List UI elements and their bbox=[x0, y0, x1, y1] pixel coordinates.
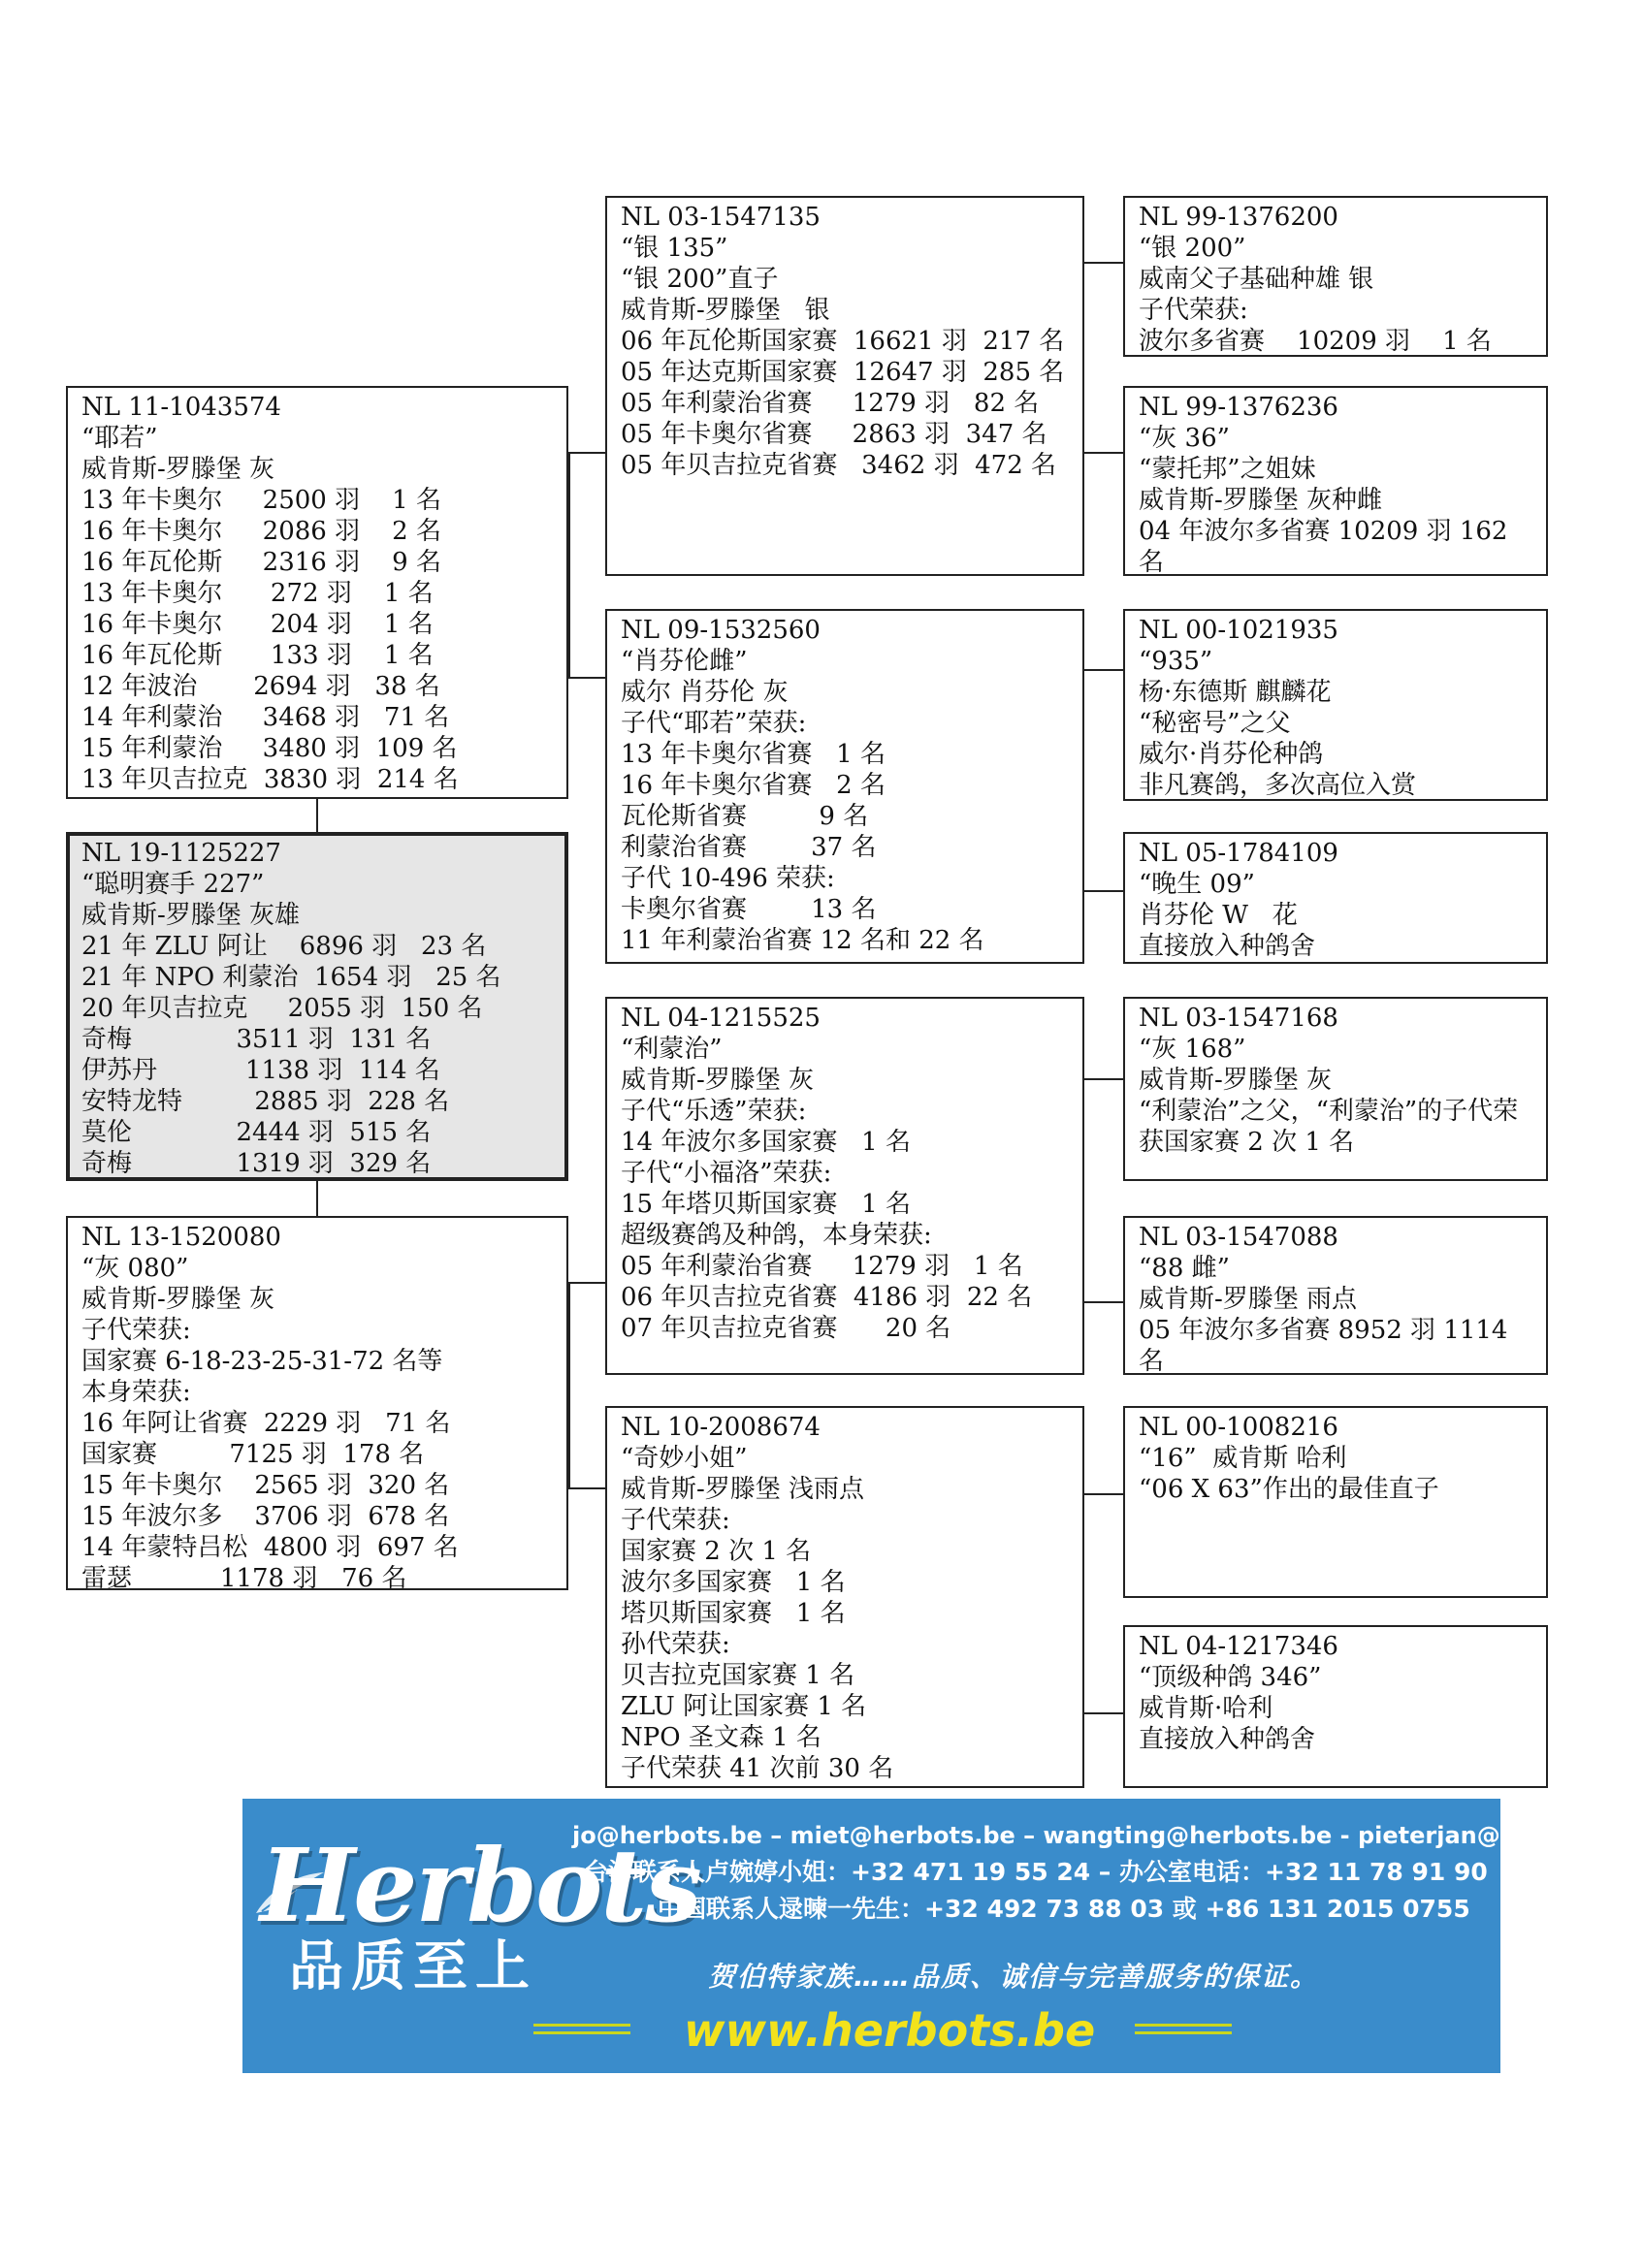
dam-dam-line: “奇妙小姐” bbox=[621, 1444, 748, 1473]
gg-line: 威南父子基础种雄 银 bbox=[1139, 265, 1374, 294]
subject-line: 伊苏丹 1138 羽 114 名 bbox=[81, 1056, 440, 1085]
dam-dam-line: 子代荣获: bbox=[621, 1506, 730, 1535]
dam-card bbox=[66, 1216, 568, 1593]
gg-line: NL 00-1021935 bbox=[1139, 616, 1338, 645]
sire-dam-line: 利蒙治省赛 37 名 bbox=[621, 833, 877, 862]
great-grandparent-card-6 bbox=[1123, 1216, 1548, 1375]
sire-sire-line: 威肯斯-罗滕堡 银 bbox=[621, 296, 830, 325]
dam-sire-line: 子代“乐透”荣获: bbox=[621, 1097, 807, 1126]
sire-line: 15 年利蒙治 3480 羽 109 名 bbox=[81, 734, 458, 763]
sire-sire-line: NL 03-1547135 bbox=[621, 203, 821, 232]
gg-line: NL 03-1547088 bbox=[1139, 1223, 1338, 1252]
gg-line: “秘密号”之父 bbox=[1139, 709, 1291, 738]
sire-line: 12 年波治 2694 羽 38 名 bbox=[81, 672, 440, 701]
connector-g1 bbox=[1084, 262, 1123, 264]
subject-line: 安特龙特 2885 羽 228 名 bbox=[81, 1087, 450, 1116]
dam-line: 威肯斯-罗滕堡 灰 bbox=[81, 1285, 275, 1314]
sire-line: 14 年利蒙治 3468 羽 71 名 bbox=[81, 703, 450, 732]
sire-line: 13 年卡奥尔 2500 羽 1 名 bbox=[81, 486, 441, 515]
connector-dam-branch bbox=[568, 1282, 570, 1487]
gg-line: 子代荣获: bbox=[1139, 296, 1248, 325]
dam-sire-line: “利蒙治” bbox=[621, 1035, 723, 1064]
dam-dam-line: NPO 圣文森 1 名 bbox=[621, 1723, 822, 1752]
dam-dam-line: ZLU 阿让国家赛 1 名 bbox=[621, 1692, 867, 1721]
dam-line: 15 年波尔多 3706 羽 678 名 bbox=[81, 1502, 450, 1531]
dam-dam-line: NL 10-2008674 bbox=[621, 1413, 821, 1442]
connector-subject-dam bbox=[316, 1181, 318, 1216]
sire-sire-line: 05 年卡奥尔省赛 2863 羽 347 名 bbox=[621, 420, 1047, 449]
dam-dam-line: 威肯斯-罗滕堡 浅雨点 bbox=[621, 1475, 865, 1504]
connector-dam-dam bbox=[568, 1487, 605, 1489]
gg-line: “88 雌” bbox=[1139, 1254, 1230, 1283]
taiwan-contact: 台湾联系人卢婉婷小姐：+32 471 19 55 24 – 办公室电话：+32 11 78 91 90 bbox=[584, 1858, 1488, 1886]
gg-line: “灰 36” bbox=[1139, 424, 1230, 453]
sire-sire-line: “银 135” bbox=[621, 234, 728, 263]
gg-line: “利蒙治”之父，“利蒙治”的子代荣获国家赛 2 次 1 名 bbox=[1139, 1097, 1519, 1157]
gg-line: 威肯斯-罗滕堡 灰种雌 bbox=[1139, 486, 1383, 515]
sire-line: 威肯斯-罗滕堡 灰 bbox=[81, 455, 275, 484]
gg-line: “灰 168” bbox=[1139, 1035, 1246, 1064]
gg-line: 威肯斯-罗滕堡 灰 bbox=[1139, 1066, 1333, 1095]
sire-line: NL 11-1043574 bbox=[81, 393, 281, 422]
connector-g6 bbox=[1084, 1301, 1123, 1303]
subject-card bbox=[66, 832, 568, 1181]
subject-line: 21 年 NPO 利蒙治 1654 羽 25 名 bbox=[81, 963, 501, 992]
dam-sire-line: 05 年利蒙治省赛 1279 羽 1 名 bbox=[621, 1252, 1023, 1281]
herbots-banner bbox=[242, 1799, 1643, 2073]
sire-sire-card bbox=[605, 196, 1084, 576]
dam-sire-line: 14 年波尔多国家赛 1 名 bbox=[621, 1128, 911, 1157]
dam-dam-line: 贝吉拉克国家赛 1 名 bbox=[621, 1661, 855, 1690]
sire-line: 13 年卡奥尔 272 羽 1 名 bbox=[81, 579, 434, 608]
dam-dam-line: 塔贝斯国家赛 1 名 bbox=[621, 1599, 846, 1628]
gg-line: 肖芬伦 W 花 bbox=[1139, 901, 1298, 930]
gg-line: 杨·东德斯 麒麟花 bbox=[1139, 678, 1332, 707]
gg-line: “晚生 09” bbox=[1139, 870, 1255, 899]
subject-line: 21 年 ZLU 阿让 6896 羽 23 名 bbox=[81, 932, 487, 961]
gg-line: 非凡赛鸽，多次高位入赏 bbox=[1139, 771, 1417, 800]
sire-line: 16 年瓦伦斯 133 羽 1 名 bbox=[81, 641, 434, 670]
gg-line: “银 200” bbox=[1139, 234, 1246, 263]
subject-line: “聪明赛手 227” bbox=[81, 870, 265, 899]
gg-line: “顶级种鸽 346” bbox=[1139, 1663, 1322, 1692]
sire-line: “耶若” bbox=[81, 424, 158, 453]
sire-dam-line: 威尔 肖芬伦 灰 bbox=[621, 678, 789, 707]
decorative-line-left bbox=[533, 2024, 630, 2027]
subject-line: 威肯斯-罗滕堡 灰雄 bbox=[81, 901, 301, 930]
dam-line: 国家赛 6-18-23-25-31-72 名等 bbox=[81, 1347, 443, 1376]
dam-line: 15 年卡奥尔 2565 羽 320 名 bbox=[81, 1471, 450, 1500]
sire-dam-line: 瓦伦斯省赛 9 名 bbox=[621, 802, 869, 831]
dam-line: 国家赛 7125 羽 178 名 bbox=[81, 1440, 425, 1469]
gg-line: 威肯斯-罗滕堡 雨点 bbox=[1139, 1285, 1358, 1314]
gg-line: NL 99-1376200 bbox=[1139, 203, 1338, 232]
email-contacts: jo@herbots.be – miet@herbots.be – wangting@herbots.be - pieterjan@herbots.be bbox=[572, 1822, 1643, 1849]
connector-sire-branch bbox=[568, 452, 570, 677]
sire-line: 13 年贝吉拉克 3830 羽 214 名 bbox=[81, 765, 459, 794]
dam-line: NL 13-1520080 bbox=[81, 1223, 281, 1252]
sire-dam-line: “肖芬伦雌” bbox=[621, 647, 748, 676]
sire-sire-line: 05 年利蒙治省赛 1279 羽 82 名 bbox=[621, 389, 1040, 418]
dam-sire-line: 超级赛鸽及种鸽，本身荣获: bbox=[621, 1221, 932, 1250]
gg-line: 直接放入种鸽舍 bbox=[1139, 932, 1316, 961]
great-grandparent-card-7 bbox=[1123, 1406, 1548, 1598]
sire-dam-line: 11 年利蒙治省赛 12 名和 22 名 bbox=[621, 926, 984, 955]
subject-line: 20 年贝吉拉克 2055 羽 150 名 bbox=[81, 994, 483, 1023]
dam-dam-card bbox=[605, 1406, 1084, 1788]
dam-sire-line: 威肯斯-罗滕堡 灰 bbox=[621, 1066, 815, 1095]
great-grandparent-card-8 bbox=[1123, 1625, 1548, 1788]
sire-dam-line: NL 09-1532560 bbox=[621, 616, 821, 645]
sire-dam-line: 卡奥尔省赛 13 名 bbox=[621, 895, 877, 924]
gg-line: 05 年波尔多省赛 8952 羽 1114 名 bbox=[1139, 1316, 1516, 1376]
sire-dam-line: 子代 10-496 荣获: bbox=[621, 864, 835, 893]
connector-sire-sire-sire bbox=[568, 452, 605, 454]
connector-g3 bbox=[1084, 669, 1123, 671]
great-grandparent-card-5 bbox=[1123, 997, 1548, 1181]
sire-sire-line: 05 年达克斯国家赛 12647 羽 285 名 bbox=[621, 358, 1065, 387]
dam-line: 子代荣获: bbox=[81, 1316, 191, 1345]
gg-line: NL 05-1784109 bbox=[1139, 839, 1338, 868]
dam-sire-line: 子代“小福洛”荣获: bbox=[621, 1159, 832, 1188]
connector-g5 bbox=[1084, 1078, 1123, 1080]
sire-dam-line: 子代“耶若”荣获: bbox=[621, 709, 807, 738]
dam-dam-line: 孙代荣获: bbox=[621, 1630, 730, 1659]
dam-line: 雷瑟 1178 羽 76 名 bbox=[81, 1564, 407, 1593]
sire-card bbox=[66, 386, 568, 799]
dam-sire-line: 07 年贝吉拉克省赛 20 名 bbox=[621, 1314, 951, 1343]
decorative-line-right bbox=[1135, 2031, 1232, 2034]
great-grandparent-card-1 bbox=[1123, 196, 1548, 357]
great-grandparent-card-3 bbox=[1123, 609, 1548, 801]
dam-line: 14 年蒙特吕松 4800 羽 697 名 bbox=[81, 1533, 459, 1562]
great-grandparent-card-4 bbox=[1123, 832, 1548, 964]
website-link[interactable]: www.herbots.be bbox=[684, 2004, 1096, 2057]
dam-line: 16 年阿让省赛 2229 羽 71 名 bbox=[81, 1409, 451, 1438]
gg-line: NL 00-1008216 bbox=[1139, 1413, 1338, 1442]
slogan: 品质至上 bbox=[289, 1935, 537, 1998]
great-grandparent-card-2 bbox=[1123, 386, 1548, 576]
connector-dam-sire bbox=[568, 1282, 605, 1284]
dam-sire-line: NL 04-1215525 bbox=[621, 1004, 821, 1033]
connector-g8 bbox=[1084, 1712, 1123, 1714]
gg-line: NL 99-1376236 bbox=[1139, 393, 1338, 422]
gg-line: 04 年波尔多省赛 10209 羽 162 名 bbox=[1139, 517, 1516, 577]
gg-line: “16” 威肯斯 哈利 bbox=[1139, 1444, 1347, 1473]
connector-sire-dam bbox=[568, 677, 605, 679]
gg-line: 波尔多省赛 10209 羽 1 名 bbox=[1139, 327, 1492, 356]
sire-line: 16 年卡奥尔 204 羽 1 名 bbox=[81, 610, 434, 639]
dam-sire-card bbox=[605, 997, 1084, 1375]
gg-line: NL 04-1217346 bbox=[1139, 1632, 1338, 1661]
subject-line: 莫伦 2444 羽 515 名 bbox=[81, 1118, 432, 1147]
decorative-line-left bbox=[533, 2031, 630, 2034]
sire-line: 16 年瓦伦斯 2316 羽 9 名 bbox=[81, 548, 441, 577]
subject-line: 奇梅 3511 羽 131 名 bbox=[81, 1025, 432, 1054]
gg-line: 直接放入种鸽舍 bbox=[1139, 1725, 1316, 1754]
china-contact: 中国联系人逯暕一先生：+32 492 73 88 03 或 +86 131 2015 0755 bbox=[658, 1895, 1470, 1923]
connector-g7 bbox=[1084, 1493, 1123, 1495]
sire-sire-line: 06 年瓦伦斯国家赛 16621 羽 217 名 bbox=[621, 327, 1065, 356]
gg-line: NL 03-1547168 bbox=[1139, 1004, 1338, 1033]
tagline: 贺伯特家族……品质、诚信与完善服务的保证。 bbox=[708, 1961, 1320, 1993]
dam-sire-line: 06 年贝吉拉克省赛 4186 羽 22 名 bbox=[621, 1283, 1033, 1312]
dam-sire-line: 15 年塔贝斯国家赛 1 名 bbox=[621, 1190, 911, 1219]
gg-line: 威尔·肖芬伦种鸽 bbox=[1139, 740, 1324, 769]
gg-line: “蒙托邦”之姐妹 bbox=[1139, 455, 1316, 484]
subject-line: 奇梅 1319 羽 329 名 bbox=[81, 1149, 432, 1178]
dam-line: 本身荣获: bbox=[81, 1378, 191, 1407]
connector-g4 bbox=[1084, 890, 1123, 892]
herbots-logo: Herbots bbox=[260, 1826, 700, 1945]
sire-line: 16 年卡奥尔 2086 羽 2 名 bbox=[81, 517, 441, 546]
gg-line: 威肯斯·哈利 bbox=[1139, 1694, 1273, 1723]
sire-dam-line: 13 年卡奥尔省赛 1 名 bbox=[621, 740, 886, 769]
dam-dam-line: 波尔多国家赛 1 名 bbox=[621, 1568, 846, 1597]
subject-line: NL 19-1125227 bbox=[81, 839, 281, 868]
dam-line: “灰 080” bbox=[81, 1254, 189, 1283]
dam-dam-line: 国家赛 2 次 1 名 bbox=[621, 1537, 812, 1566]
sire-dam-line: 16 年卡奥尔省赛 2 名 bbox=[621, 771, 886, 800]
gg-line: “06 X 63”作出的最佳直子 bbox=[1139, 1475, 1439, 1504]
dam-dam-line: 子代荣获 41 次前 30 名 bbox=[621, 1754, 894, 1783]
connector-g2 bbox=[1084, 452, 1123, 454]
sire-dam-card bbox=[605, 609, 1084, 964]
connector-sire-subject bbox=[316, 799, 318, 832]
sire-sire-line: “银 200”直子 bbox=[621, 265, 779, 294]
decorative-line-right bbox=[1135, 2024, 1232, 2027]
sire-sire-line: 05 年贝吉拉克省赛 3462 羽 472 名 bbox=[621, 451, 1056, 480]
gg-line: “935” bbox=[1139, 647, 1213, 676]
